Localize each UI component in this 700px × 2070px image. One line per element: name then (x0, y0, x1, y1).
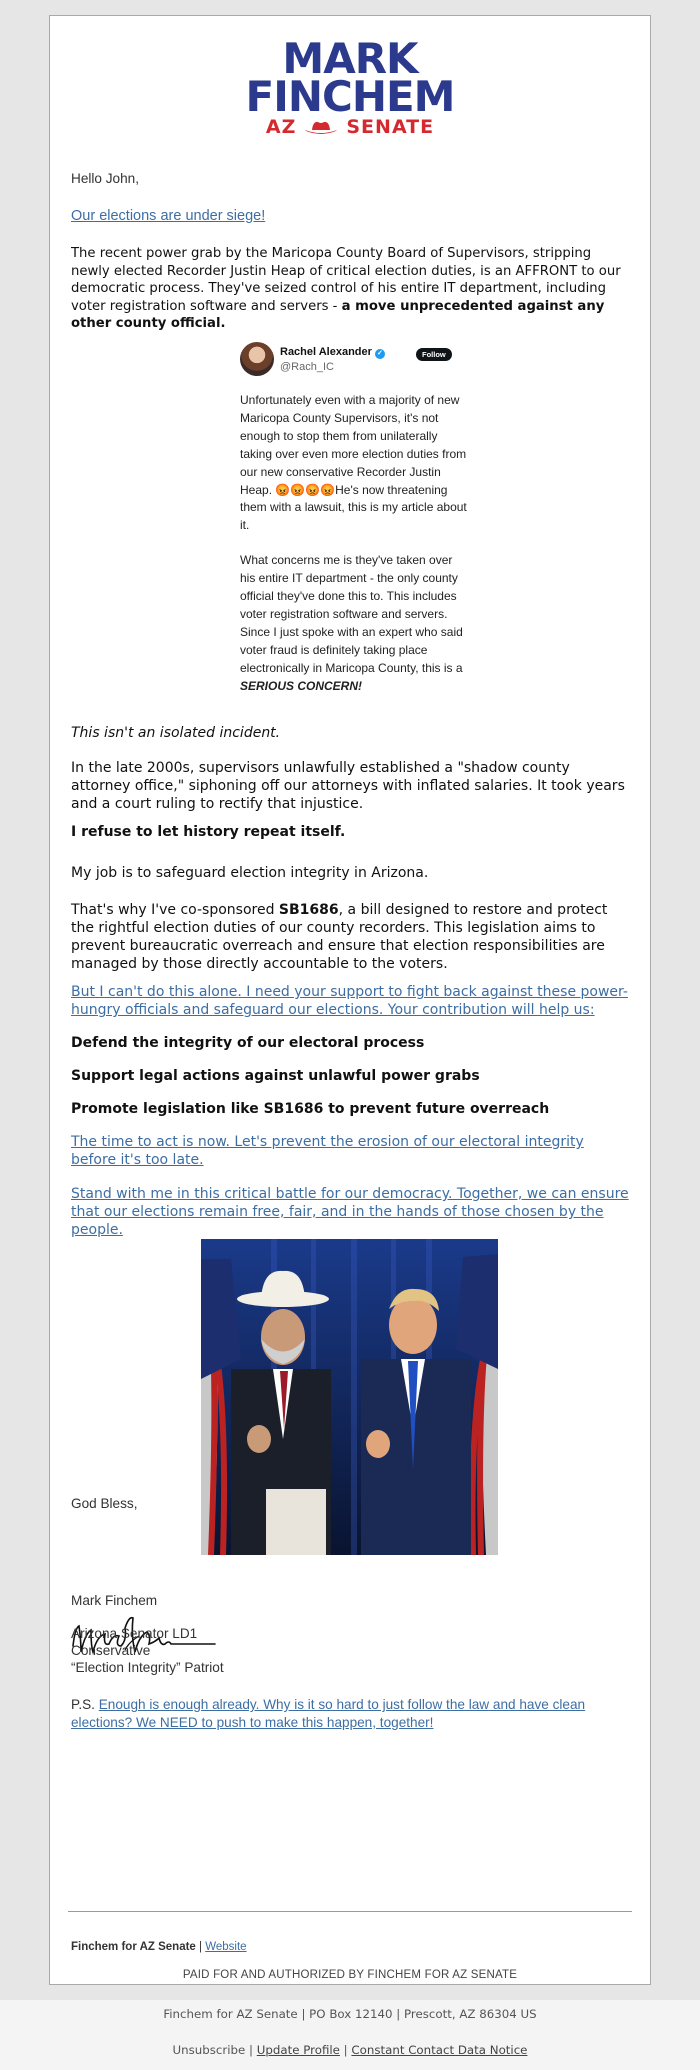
title-line: Conservative (71, 1643, 151, 1658)
tweet-paragraph-1: Unfortunately even with a majority of new Maricopa County Supervisors, it's not enough to stop them from unilaterally taking over even more election duties from our new conservative Recorder Justin Heap. 😡😡😡😡He's now threatening them with a lawsuit, this is my article about it. (240, 393, 467, 533)
ps-label: P.S. (71, 1697, 99, 1712)
support-link[interactable]: But I can't do this alone. I need your support to fight back against these power-hungry officials and safeguard our elections. Your contribution will help us: (71, 984, 628, 1018)
tweet-author[interactable]: Rachel Alexander ✓ (280, 346, 385, 359)
footer-links: Unsubscribe | Update Profile | Constant Contact Data Notice (172, 2043, 528, 2057)
title-line: Arizona Senator LD1 (71, 1626, 198, 1641)
job-line: My job is to safeguard election integrity in Arizona. (71, 865, 429, 881)
intro-paragraph (71, 245, 631, 333)
email-card (49, 15, 651, 1985)
history-paragraph: In the late 2000s, supervisors unlawfully established a "shadow county attorney office," siphoning off our attorneys with inflated salaries. It took years and a court ruling to rectify that injustice. (71, 760, 625, 812)
tweet-body (240, 392, 470, 696)
logo-senate: SENATE (346, 116, 435, 138)
closing: God Bless, (71, 1496, 138, 1511)
bill-paragraph: That's why I've co-sponsored SB1686, a bill designed to restore and protect the rightful election duties of our county recorders. This legislation aims to prevent bureaucratic overreach and ensure that election responsibilities are managed by those directly accountable to the voters. (71, 902, 608, 972)
isolated-line: This isn't an isolated incident. (71, 725, 281, 741)
headline-link[interactable]: Our elections are under siege! (71, 208, 266, 224)
logo-line2: FINCHEM (245, 72, 455, 121)
verified-badge-icon: ✓ (375, 349, 385, 359)
follow-button[interactable]: Follow (416, 348, 452, 361)
tweet-emphasis: SERIOUS CONCERN! (240, 678, 363, 693)
footer-divider (68, 1911, 632, 1912)
cowboy-hat-icon (304, 119, 338, 135)
paid-for-notice: PAID FOR AND AUTHORIZED BY FINCHEM FOR AZ SENATE (182, 1969, 518, 1981)
logo-line3 (50, 116, 650, 138)
logo-line1: MARK (282, 34, 418, 83)
act-link[interactable]: The time to act is now. Let's prevent the erosion of our electoral integrity before it's too late. (71, 1134, 584, 1168)
greeting: Hello John, (71, 171, 140, 186)
embedded-tweet[interactable] (240, 342, 470, 696)
campaign-logo (50, 34, 650, 138)
bullet-item: Promote legislation like SB1686 to prevent future overreach (71, 1101, 550, 1117)
signer-name: Mark Finchem (71, 1593, 158, 1608)
avatar[interactable] (240, 342, 274, 376)
tweet-header (240, 342, 470, 382)
refuse-line: I refuse to let history repeat itself. (71, 824, 346, 840)
update-profile-link[interactable]: Update Profile (256, 2043, 340, 2057)
title-line: “Election Integrity” Patriot (71, 1660, 224, 1675)
stand-link[interactable]: Stand with me in this critical battle for our democracy. Together, we can ensure that our elections remain free, fair, and in the hands of those chosen by the people. (71, 1186, 629, 1238)
tweet-handle[interactable]: @Rach_IC (280, 361, 334, 373)
data-notice-link[interactable]: Constant Contact Data Notice (351, 2043, 528, 2057)
website-link[interactable]: Website (205, 1941, 247, 1953)
footer-org: Finchem for AZ Senate (71, 1941, 196, 1953)
ps-link[interactable]: Enough is enough already. Why is it so hard to just follow the law and have clean elections? We NEED to push to make this happen, together! (71, 1697, 586, 1730)
postscript (71, 1696, 631, 1732)
signer-titles (71, 1625, 631, 1676)
tweet-paragraph-2: What concerns me is they've taken over his entire IT department - the only county official they've done this to. This includes voter registration software and servers. Since I just spoke with an expert who said voter fraud is definitely taking place electronically in Maricopa County, this is a SERIOUS CONCERN! (240, 553, 463, 693)
bullet-item: Defend the integrity of our electoral process (71, 1035, 425, 1051)
intro-text: The recent power grab by the Maricopa County Board of Supervisors, stripping newly elected Recorder Justin Heap of critical election duties, is an AFFRONT to our democratic process. They've seized control of his entire IT department, including voter registration software and servers - (71, 246, 621, 314)
logo-az: AZ (265, 116, 297, 138)
mailing-address: Finchem for AZ Senate | PO Box 12140 | Prescott, AZ 86304 US (163, 2007, 537, 2021)
unsubscribe-link[interactable]: Unsubscribe (172, 2043, 246, 2057)
footer-org-line: Finchem for AZ Senate | Website (71, 1941, 247, 1953)
bullet-item: Support legal actions against unlawful power grabs (71, 1068, 480, 1084)
bill-number: SB1686 (278, 902, 339, 918)
intro-bold: a move unprecedented against any other county official. (71, 298, 605, 332)
